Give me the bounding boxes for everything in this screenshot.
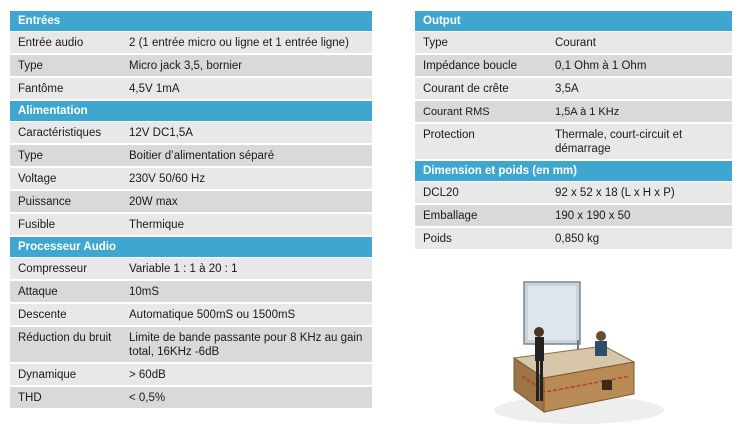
row-label: Courant de crête — [415, 77, 547, 100]
row-value: 4,5V 1mA — [121, 77, 372, 100]
row-label: Impédance boucle — [415, 54, 547, 77]
left-spec-table — [10, 11, 372, 410]
table-row — [415, 77, 732, 100]
row-value: Micro jack 3,5, bornier — [121, 54, 372, 77]
section-header-alimentation: Alimentation — [10, 100, 372, 122]
row-label: DCL20 — [415, 182, 547, 205]
reception-desk-drawing — [484, 270, 698, 432]
table-row — [10, 144, 372, 167]
row-value: Automatique 500mS ou 1500mS — [121, 303, 372, 326]
right-spec-table — [415, 11, 732, 251]
table-row — [10, 190, 372, 213]
row-value: 190 x 190 x 50 — [547, 204, 732, 227]
table-row — [415, 123, 732, 160]
section-header-dimension-poids: Dimension et poids (en mm) — [415, 160, 732, 182]
row-label: Caractéristiques — [10, 122, 121, 145]
row-value: 0,850 kg — [547, 227, 732, 250]
table-row — [415, 32, 732, 55]
reception-desk-illustration — [484, 270, 698, 432]
row-label: Dynamique — [10, 363, 121, 386]
table-row — [10, 363, 372, 386]
row-value: 3,5A — [547, 77, 732, 100]
section-header-processeur-audio: Processeur Audio — [10, 236, 372, 258]
row-value: Limite de bande passante pour 8 KHz au gain total, 16KHz -6dB — [121, 326, 372, 363]
table-row — [415, 54, 732, 77]
row-value: Boitier d’alimentation séparé — [121, 144, 372, 167]
table-row — [415, 204, 732, 227]
row-label: Attaque — [10, 280, 121, 303]
row-label: Protection — [415, 123, 547, 160]
table-row — [10, 326, 372, 363]
row-value: Courant — [547, 32, 732, 55]
table-row — [10, 54, 372, 77]
table-row — [10, 122, 372, 145]
row-value: 20W max — [121, 190, 372, 213]
row-label: Fantôme — [10, 77, 121, 100]
row-value: 12V DC1,5A — [121, 122, 372, 145]
row-label: Courant RMS — [415, 100, 547, 123]
row-label: Voltage — [10, 167, 121, 190]
table-row — [10, 167, 372, 190]
row-value: 92 x 52 x 18 (L x H x P) — [547, 182, 732, 205]
table-row — [10, 386, 372, 409]
section-header-entrees: Entrées — [10, 11, 372, 32]
row-value: 0,1 Ohm à 1 Ohm — [547, 54, 732, 77]
row-value: 10mS — [121, 280, 372, 303]
table-row — [10, 258, 372, 281]
row-value: 1,5A à 1 KHz — [547, 100, 732, 123]
section-header-output: Output — [415, 11, 732, 32]
table-row — [415, 182, 732, 205]
row-label: Entrée audio — [10, 32, 121, 55]
row-value: Variable 1 : 1 à 20 : 1 — [121, 258, 372, 281]
table-row — [10, 280, 372, 303]
row-value: 2 (1 entrée micro ou ligne et 1 entrée ligne) — [121, 32, 372, 55]
row-label: Compresseur — [10, 258, 121, 281]
row-label: Type — [415, 32, 547, 55]
row-label: Réduction du bruit — [10, 326, 121, 363]
row-label: Poids — [415, 227, 547, 250]
table-row — [10, 32, 372, 55]
row-value: < 0,5% — [121, 386, 372, 409]
table-row — [10, 303, 372, 326]
table-row — [415, 100, 732, 123]
row-label: Puissance — [10, 190, 121, 213]
row-label: Descente — [10, 303, 121, 326]
row-label: Fusible — [10, 213, 121, 236]
table-row — [415, 227, 732, 250]
row-label: Emballage — [415, 204, 547, 227]
row-label: Type — [10, 54, 121, 77]
row-value: 230V 50/60 Hz — [121, 167, 372, 190]
row-value: Thermique — [121, 213, 372, 236]
table-row — [10, 213, 372, 236]
row-label: Type — [10, 144, 121, 167]
table-row — [10, 77, 372, 100]
row-label: THD — [10, 386, 121, 409]
row-value: Thermale, court-circuit et démarrage — [547, 123, 732, 160]
row-value: > 60dB — [121, 363, 372, 386]
